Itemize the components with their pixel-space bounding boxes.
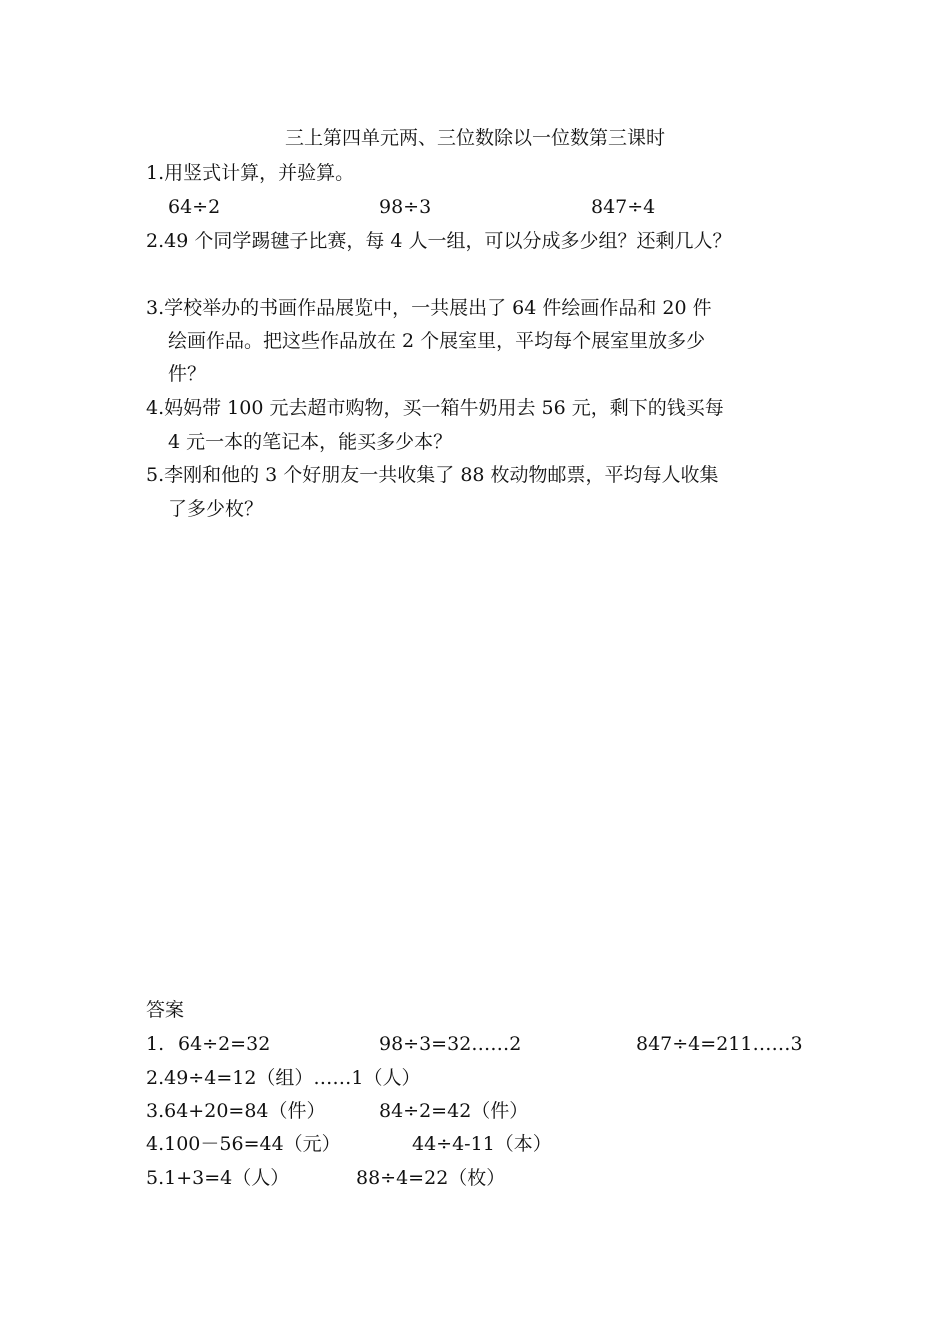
question-3-line-1: 3.学校举办的书画作品展览中，一共展出了 64 件绘画作品和 20 件: [146, 297, 712, 319]
answer-1-item-2: 98÷3=32……2: [379, 1033, 522, 1055]
question-1-text: 1.用竖式计算，并验算。: [146, 162, 355, 184]
question-5-line-1: 5.李刚和他的 3 个好朋友一共收集了 88 枚动物邮票，平均每人收集: [146, 464, 719, 486]
answer-1-label: 1.: [146, 1033, 165, 1055]
answer-5-part-1: 5.1+3=4（人）: [146, 1167, 290, 1189]
question-3-line-2: 绘画作品。把这些作品放在 2 个展室里，平均每个展室里放多少: [168, 330, 706, 352]
question-2-text: 2.49 个同学踢毽子比赛，每 4 人一组，可以分成多少组？还剩几人？: [146, 230, 732, 252]
answer-5-part-2: 88÷4=22（枚）: [356, 1167, 506, 1189]
question-3-line-3: 件？: [168, 363, 207, 385]
question-1-item-1: 64÷2: [168, 196, 221, 218]
question-1-item-3: 847÷4: [591, 196, 656, 218]
answer-1-item-1: 64÷2=32: [178, 1033, 271, 1055]
answer-4-part-1: 4.100－56=44（元）: [146, 1133, 341, 1155]
answer-4-part-2: 44÷4-11（本）: [412, 1133, 552, 1155]
page-title: 三上第四单元两、三位数除以一位数第三课时: [284, 127, 665, 149]
answers-heading: 答案: [146, 999, 185, 1021]
question-4-line-2: 4 元一本的笔记本，能买多少本？: [168, 431, 453, 453]
answer-3-part-2: 84÷2=42（件）: [379, 1100, 529, 1122]
answer-2: 2.49÷4=12（组）……1（人）: [146, 1067, 421, 1089]
answer-1-item-3: 847÷4=211……3: [636, 1033, 803, 1055]
answer-3-part-1: 3.64+20=84（件）: [146, 1100, 326, 1122]
question-5-line-2: 了多少枚？: [168, 498, 264, 520]
question-1-item-2: 98÷3: [379, 196, 432, 218]
question-4-line-1: 4.妈妈带 100 元去超市购物，买一箱牛奶用去 56 元，剩下的钱买每: [146, 397, 724, 419]
